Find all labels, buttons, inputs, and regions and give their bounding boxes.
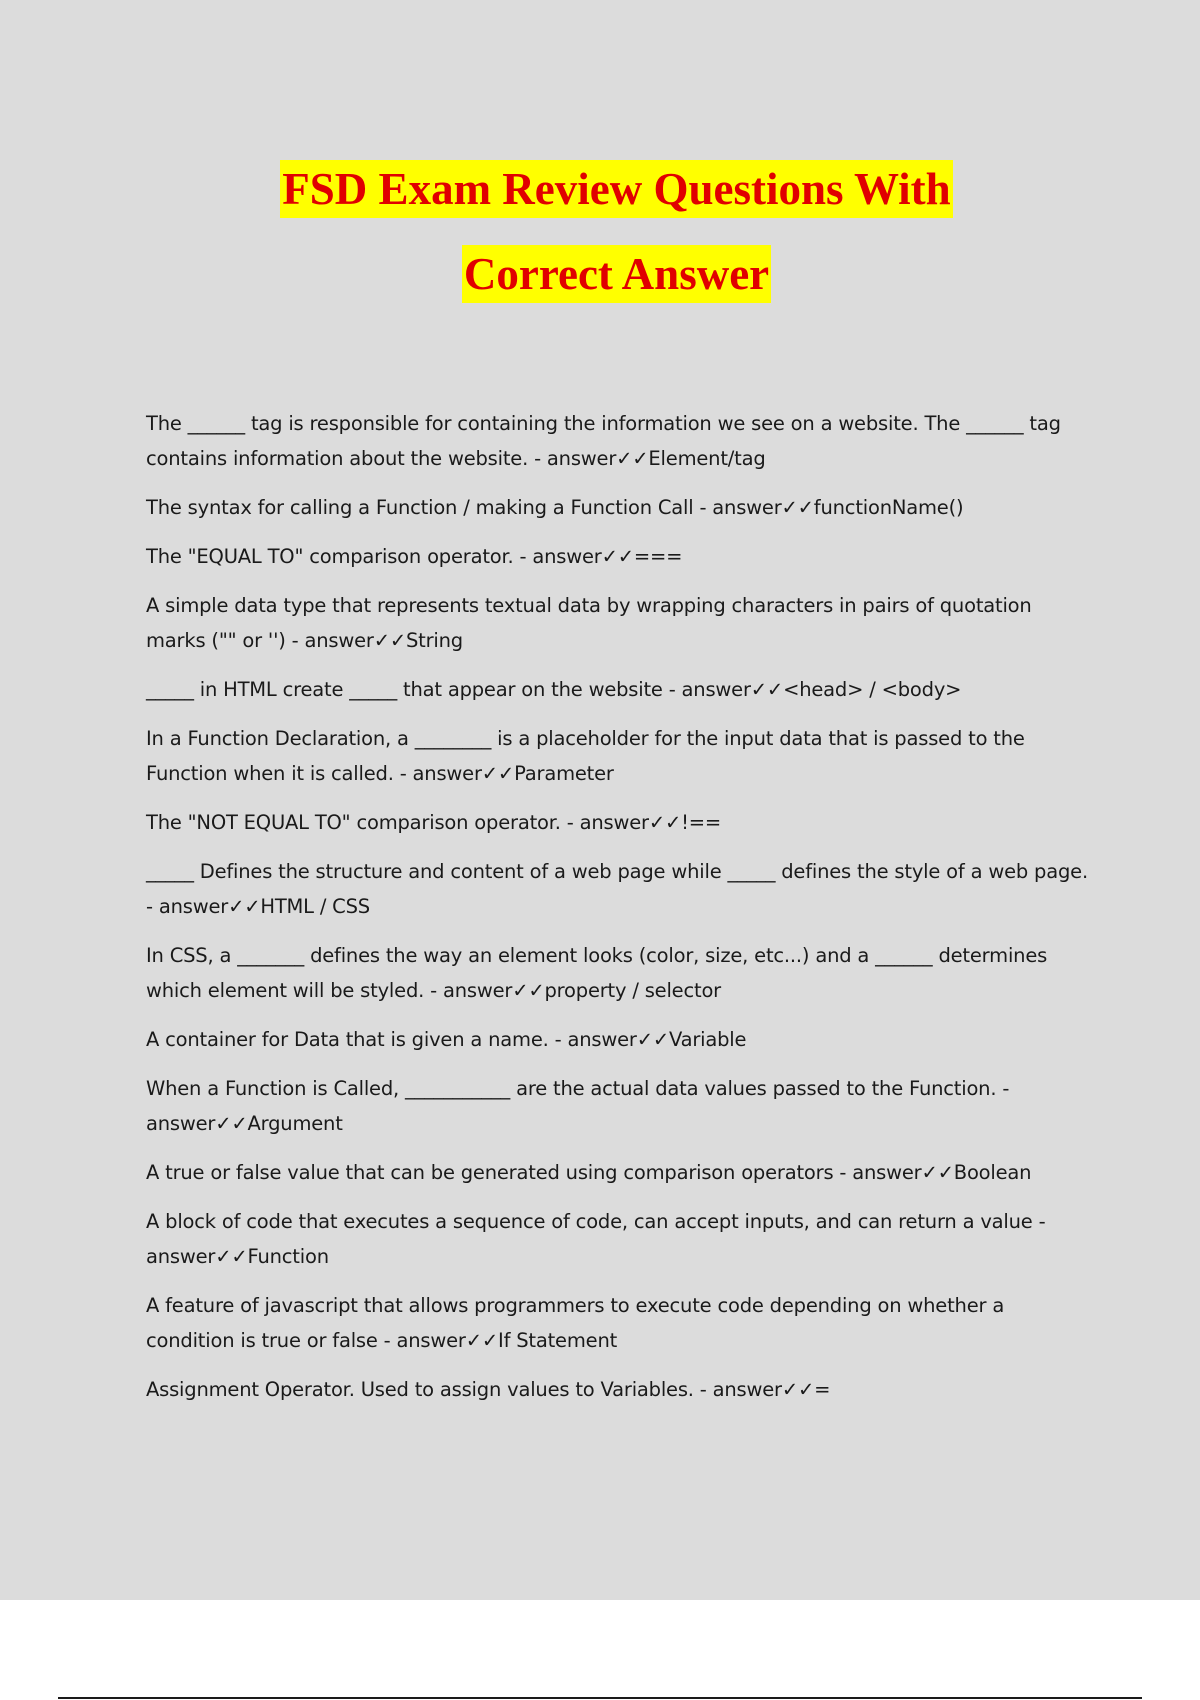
answer-text: ✓✓<head> / <body> (750, 678, 962, 701)
question-text: In a Function Declaration, a ________ is a placeholder for the input data that is passed to the Function when it is called. - answer (146, 727, 1025, 785)
question-text: _____ in HTML create _____ that appear on the website - answer (146, 678, 751, 701)
question-text: The "EQUAL TO" comparison operator. - answer (146, 545, 602, 568)
answer-text: ✓✓If Statement (465, 1329, 618, 1352)
answer-text: ✓✓Variable (636, 1028, 747, 1051)
question-text: A container for Data that is given a name. - answer (146, 1028, 637, 1051)
question-text: When a Function is Called, ___________ are the actual data values passed to the Function. - answer (146, 1077, 1010, 1135)
answer-text: ✓✓String (373, 629, 463, 652)
answer-text: ✓✓functionName() (781, 496, 964, 519)
answer-text: ✓✓Argument (215, 1112, 343, 1135)
qa-item (146, 721, 1096, 791)
qa-item (146, 539, 1096, 574)
qa-item (146, 1155, 1096, 1190)
qa-item (146, 588, 1096, 658)
qa-item (146, 1071, 1096, 1141)
qa-item (146, 1372, 1096, 1407)
qa-item (146, 490, 1096, 525)
qa-item (146, 1288, 1096, 1358)
document-title (0, 160, 1200, 303)
question-text: A block of code that executes a sequence of code, can accept inputs, and can return a value - answer (146, 1210, 1046, 1268)
qa-list (146, 406, 1096, 1421)
question-text: _____ Defines the structure and content of a web page while _____ defines the style of a web page. - answer (146, 860, 1088, 918)
answer-text: ✓✓!== (648, 811, 722, 834)
question-text: A true or false value that can be generated using comparison operators - answer (146, 1161, 922, 1184)
qa-item (146, 1204, 1096, 1274)
title-line-1: FSD Exam Review Questions With (280, 160, 952, 218)
qa-item (146, 672, 1096, 707)
answer-text: ✓✓Element/tag (616, 447, 766, 470)
qa-item (146, 406, 1096, 476)
answer-text: ✓✓Boolean (921, 1161, 1032, 1184)
answer-text: ✓✓HTML / CSS (228, 895, 370, 918)
qa-item (146, 854, 1096, 924)
question-text: The syntax for calling a Function / making a Function Call - answer (146, 496, 782, 519)
answer-text: ✓✓Parameter (481, 762, 614, 785)
title-line-2: Correct Answer (462, 245, 771, 303)
answer-text: ✓✓= (781, 1378, 831, 1401)
answer-text: ✓✓Function (215, 1245, 329, 1268)
question-text: In CSS, a _______ defines the way an element looks (color, size, etc...) and a ______ determines which element will be styled. - answer (146, 944, 1048, 1002)
qa-item (146, 938, 1096, 1008)
answer-text: ✓✓property / selector (512, 979, 721, 1002)
answer-text: ✓✓=== (601, 545, 683, 568)
qa-item (146, 1022, 1096, 1057)
qa-item (146, 805, 1096, 840)
question-text: The ______ tag is responsible for containing the information we see on a website. The ______ tag contains information about the website. - answer (146, 412, 1061, 470)
question-text: A simple data type that represents textual data by wrapping characters in pairs of quotation marks ("" or '') - answer (146, 594, 1032, 652)
next-page-area (0, 1600, 1200, 1700)
page-divider (58, 1697, 1142, 1699)
question-text: A feature of javascript that allows programmers to execute code depending on whether a condition is true or false - answer (146, 1294, 1005, 1352)
question-text: The "NOT EQUAL TO" comparison operator. - answer (146, 811, 649, 834)
question-text: Assignment Operator. Used to assign values to Variables. - answer (146, 1378, 782, 1401)
